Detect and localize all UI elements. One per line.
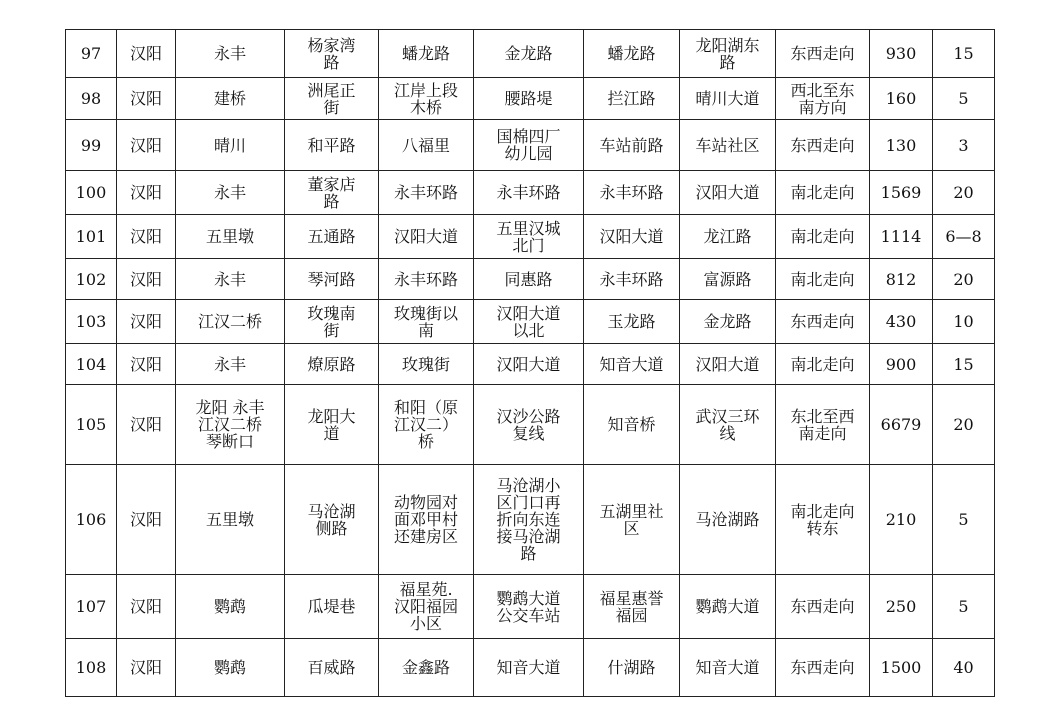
cell-direction: 东西走向 [776, 300, 870, 344]
cell-street: 龙阳 永丰 江汉二桥 琴断口 [176, 385, 285, 465]
cell-no: 105 [66, 385, 117, 465]
cell-west: 龙阳湖东 路 [680, 30, 776, 78]
cell-district: 汉阳 [117, 120, 176, 171]
cell-to: 汉阳大道 以北 [474, 300, 584, 344]
cell-length: 130 [870, 120, 933, 171]
cell-east: 拦江路 [584, 78, 680, 120]
cell-road: 杨家湾 路 [285, 30, 379, 78]
cell-width: 3 [933, 120, 995, 171]
cell-east: 永丰环路 [584, 171, 680, 215]
cell-width: 20 [933, 385, 995, 465]
cell-direction: 东西走向 [776, 30, 870, 78]
table-row [66, 385, 995, 465]
cell-east: 汉阳大道 [584, 215, 680, 259]
cell-from: 金鑫路 [379, 639, 474, 697]
cell-no: 102 [66, 259, 117, 300]
cell-length: 930 [870, 30, 933, 78]
cell-no: 101 [66, 215, 117, 259]
table-row [66, 300, 995, 344]
cell-length: 900 [870, 344, 933, 385]
cell-road: 玫瑰南 街 [285, 300, 379, 344]
cell-width: 15 [933, 344, 995, 385]
cell-no: 107 [66, 575, 117, 639]
cell-from: 八福里 [379, 120, 474, 171]
cell-west: 鹦鹉大道 [680, 575, 776, 639]
cell-street: 永丰 [176, 171, 285, 215]
cell-no: 100 [66, 171, 117, 215]
table-row [66, 259, 995, 300]
cell-east: 福星惠誉 福园 [584, 575, 680, 639]
table-row [66, 465, 995, 575]
table-row [66, 344, 995, 385]
cell-district: 汉阳 [117, 300, 176, 344]
cell-to: 汉阳大道 [474, 344, 584, 385]
cell-east: 知音大道 [584, 344, 680, 385]
cell-east: 永丰环路 [584, 259, 680, 300]
cell-street: 永丰 [176, 344, 285, 385]
cell-length: 430 [870, 300, 933, 344]
cell-road: 瓜堤巷 [285, 575, 379, 639]
cell-east: 五湖里社 区 [584, 465, 680, 575]
cell-direction: 东西走向 [776, 575, 870, 639]
cell-east: 什湖路 [584, 639, 680, 697]
cell-length: 1500 [870, 639, 933, 697]
cell-length: 6679 [870, 385, 933, 465]
cell-west: 车站社区 [680, 120, 776, 171]
cell-width: 6—8 [933, 215, 995, 259]
table-row [66, 30, 995, 78]
table-row [66, 78, 995, 120]
table-row [66, 120, 995, 171]
cell-no: 106 [66, 465, 117, 575]
cell-no: 97 [66, 30, 117, 78]
cell-direction: 南北走向 [776, 259, 870, 300]
cell-west: 武汉三环 线 [680, 385, 776, 465]
cell-from: 玫瑰街以 南 [379, 300, 474, 344]
cell-width: 40 [933, 639, 995, 697]
cell-district: 汉阳 [117, 171, 176, 215]
cell-width: 5 [933, 78, 995, 120]
cell-from: 玫瑰街 [379, 344, 474, 385]
cell-from: 福星苑. 汉阳福园 小区 [379, 575, 474, 639]
cell-district: 汉阳 [117, 78, 176, 120]
cell-road: 琴河路 [285, 259, 379, 300]
cell-length: 1114 [870, 215, 933, 259]
cell-no: 103 [66, 300, 117, 344]
cell-east: 车站前路 [584, 120, 680, 171]
cell-road: 洲尾正 街 [285, 78, 379, 120]
cell-to: 同惠路 [474, 259, 584, 300]
cell-from: 汉阳大道 [379, 215, 474, 259]
cell-width: 10 [933, 300, 995, 344]
cell-district: 汉阳 [117, 385, 176, 465]
cell-direction: 东西走向 [776, 639, 870, 697]
cell-district: 汉阳 [117, 30, 176, 78]
cell-from: 江岸上段 木桥 [379, 78, 474, 120]
cell-street: 永丰 [176, 30, 285, 78]
cell-length: 812 [870, 259, 933, 300]
cell-width: 20 [933, 171, 995, 215]
cell-west: 金龙路 [680, 300, 776, 344]
cell-to: 腰路堤 [474, 78, 584, 120]
cell-from: 永丰环路 [379, 171, 474, 215]
cell-direction: 东西走向 [776, 120, 870, 171]
cell-district: 汉阳 [117, 215, 176, 259]
cell-length: 160 [870, 78, 933, 120]
cell-from: 永丰环路 [379, 259, 474, 300]
table-row [66, 575, 995, 639]
cell-no: 99 [66, 120, 117, 171]
cell-to: 鹦鹉大道 公交车站 [474, 575, 584, 639]
cell-district: 汉阳 [117, 344, 176, 385]
cell-street: 五里墩 [176, 465, 285, 575]
cell-direction: 东北至西 南走向 [776, 385, 870, 465]
cell-width: 5 [933, 465, 995, 575]
table-row [66, 215, 995, 259]
cell-road: 马沧湖 侧路 [285, 465, 379, 575]
cell-length: 250 [870, 575, 933, 639]
cell-no: 98 [66, 78, 117, 120]
cell-street: 建桥 [176, 78, 285, 120]
cell-length: 210 [870, 465, 933, 575]
cell-to: 马沧湖小 区门口再 折向东连 接马沧湖 路 [474, 465, 584, 575]
cell-road: 五通路 [285, 215, 379, 259]
cell-west: 富源路 [680, 259, 776, 300]
cell-from: 蟠龙路 [379, 30, 474, 78]
cell-west: 马沧湖路 [680, 465, 776, 575]
cell-west: 汉阳大道 [680, 171, 776, 215]
cell-road: 百威路 [285, 639, 379, 697]
cell-no: 104 [66, 344, 117, 385]
cell-width: 15 [933, 30, 995, 78]
cell-west: 晴川大道 [680, 78, 776, 120]
cell-length: 1569 [870, 171, 933, 215]
cell-road: 董家店 路 [285, 171, 379, 215]
cell-direction: 南北走向 [776, 344, 870, 385]
cell-street: 永丰 [176, 259, 285, 300]
cell-street: 鹦鹉 [176, 639, 285, 697]
cell-street: 鹦鹉 [176, 575, 285, 639]
cell-district: 汉阳 [117, 575, 176, 639]
cell-east: 蟠龙路 [584, 30, 680, 78]
cell-to: 知音大道 [474, 639, 584, 697]
cell-district: 汉阳 [117, 465, 176, 575]
cell-west: 龙江路 [680, 215, 776, 259]
cell-district: 汉阳 [117, 639, 176, 697]
cell-road: 龙阳大 道 [285, 385, 379, 465]
cell-to: 国棉四厂 幼儿园 [474, 120, 584, 171]
cell-west: 汉阳大道 [680, 344, 776, 385]
cell-from: 和阳（原 江汉二） 桥 [379, 385, 474, 465]
cell-street: 晴川 [176, 120, 285, 171]
cell-direction: 南北走向 [776, 215, 870, 259]
cell-road: 燎原路 [285, 344, 379, 385]
cell-width: 20 [933, 259, 995, 300]
cell-direction: 南北走向 转东 [776, 465, 870, 575]
table-row [66, 639, 995, 697]
road-table [65, 29, 995, 697]
cell-west: 知音大道 [680, 639, 776, 697]
cell-street: 五里墩 [176, 215, 285, 259]
table-row [66, 171, 995, 215]
cell-district: 汉阳 [117, 259, 176, 300]
cell-to: 金龙路 [474, 30, 584, 78]
cell-to: 五里汉城 北门 [474, 215, 584, 259]
cell-direction: 南北走向 [776, 171, 870, 215]
cell-from: 动物园对 面邓甲村 还建房区 [379, 465, 474, 575]
cell-width: 5 [933, 575, 995, 639]
cell-road: 和平路 [285, 120, 379, 171]
cell-east: 知音桥 [584, 385, 680, 465]
cell-direction: 西北至东 南方向 [776, 78, 870, 120]
cell-east: 玉龙路 [584, 300, 680, 344]
cell-no: 108 [66, 639, 117, 697]
cell-to: 永丰环路 [474, 171, 584, 215]
cell-to: 汉沙公路 复线 [474, 385, 584, 465]
cell-street: 江汉二桥 [176, 300, 285, 344]
